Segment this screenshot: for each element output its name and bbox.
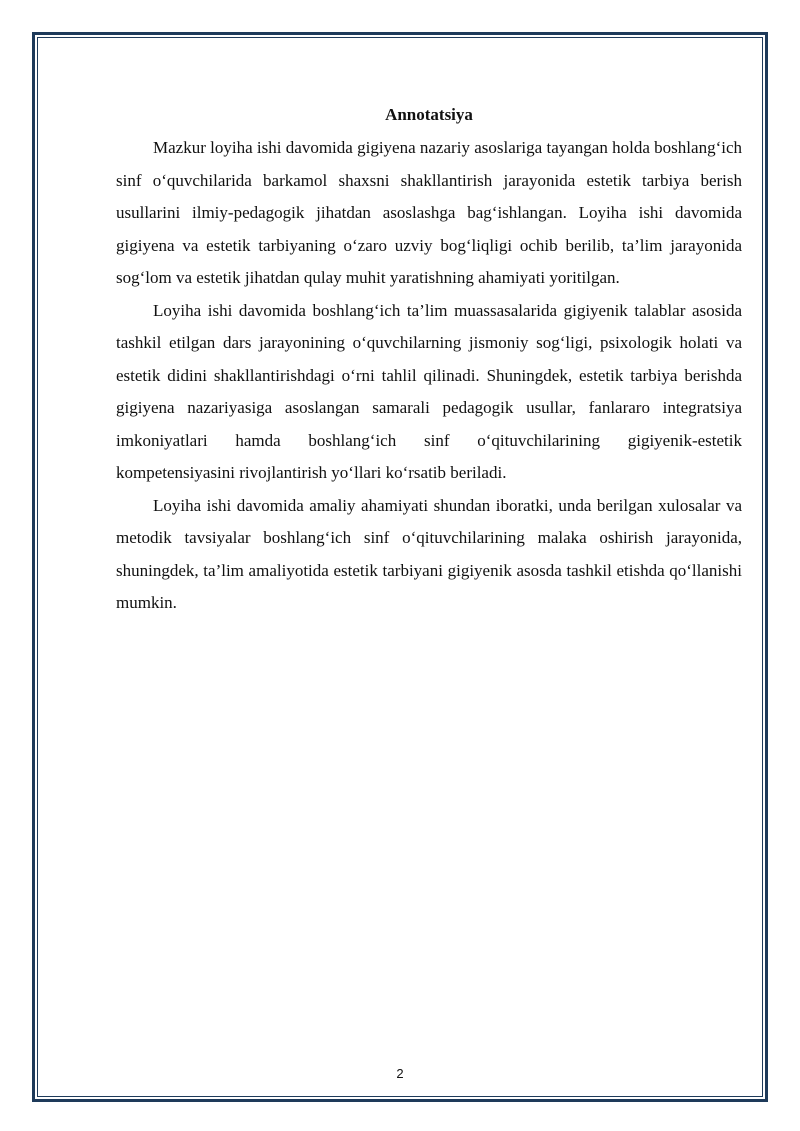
paragraph-3: Loyiha ishi davomida amaliy ahamiyati shundan iboratki, unda berilgan xulosalar va metodik tavsiyalar boshlang‘ich sinf o‘qituvchilarining malaka oshirish jarayonida, shuningdek, ta’lim amaliyotida estetik tarbiyani gigiyenik asosda tashkil etishda qo‘llanishi mumkin. <box>116 495 742 612</box>
page-number: 2 <box>396 1066 404 1081</box>
document-body <box>116 102 742 620</box>
document-title: Annotatsiya <box>385 105 473 124</box>
paragraph-1: Mazkur loyiha ishi davomida gigiyena nazariy asoslariga tayangan holda boshlang‘ich sinf o‘quvchilarida barkamol shaxsni shakllantirish jarayonida estetik tarbiya berish usullarini ilmiy-pedagogik jihatdan asoslashga bag‘ishlangan. Loyiha ishi davomida gigiyena va estetik tarbiyaning o‘zaro uzviy bog‘liqligi ochib berilib, ta’lim jarayonida sog‘lom va estetik jihatdan qulay muhit yaratishning ahamiyati yoritilgan. <box>116 138 742 287</box>
paragraph-2: Loyiha ishi davomida boshlang‘ich ta’lim muassasalarida gigiyenik talablar asosida tashkil etilgan dars jarayonining o‘quvchilarning jismoniy sog‘ligi, psixologik holati va estetik didini shakllantirishdagi o‘rni tahlil qilinadi. Shuningdek, estetik tarbiya berishda gigiyena nazariyasiga asoslangan samarali pedagogik usullar, fanlararo integratsiya imkoniyatlari hamda boshlang‘ich sinf o‘qituvchilarining gigiyenik-estetik kompetensiyasini rivojlantirish yo‘llari ko‘rsatib beriladi. <box>116 300 742 482</box>
